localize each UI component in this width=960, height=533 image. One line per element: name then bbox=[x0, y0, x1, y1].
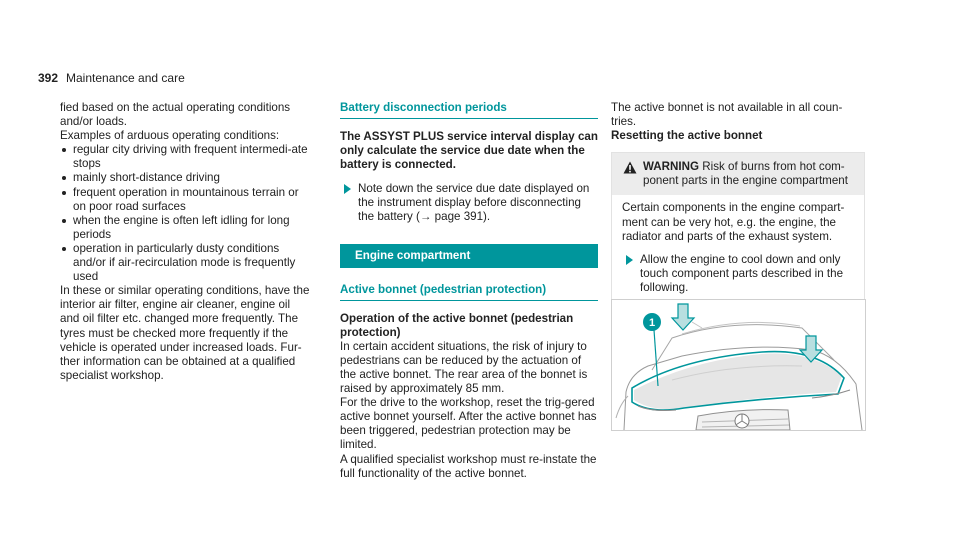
warning-header bbox=[612, 153, 864, 195]
list-item: frequent operation in mountainous terrain or on poor road surfaces bbox=[60, 186, 312, 214]
warning-step bbox=[622, 253, 854, 295]
page-number: 392 bbox=[38, 71, 59, 85]
bonnet-paragraph-3: A qualified specialist workshop must re-instate the full functionality of the active bonnet. bbox=[340, 452, 597, 480]
warning-box bbox=[611, 152, 865, 304]
warning-step-text: Allow the engine to cool down and only touch component parts described in the following. bbox=[640, 252, 844, 294]
conditions-list bbox=[60, 143, 312, 284]
warning-label: WARNING bbox=[643, 160, 700, 174]
battery-heading: Battery disconnection periods bbox=[340, 101, 598, 119]
arrow-down-icon bbox=[672, 304, 694, 330]
column-left bbox=[60, 101, 312, 383]
bonnet-heading: Active bonnet (pedestrian protection) bbox=[340, 283, 598, 301]
column-middle bbox=[340, 101, 598, 481]
intro-text: fied based on the actual operating conditions and/or loads. bbox=[60, 101, 291, 129]
battery-step-text: Note down the service due date displayed on the instrument display before disconnecting the battery (→ page 391). bbox=[358, 182, 590, 224]
list-item: when the engine is often left idling for long periods bbox=[60, 214, 312, 242]
closing-text: In these or similar operating conditions, have the interior air filter, engine air cleaner, engine oil and oil filter etc. changed more frequently. The tyres must be checked more frequently if the vehicle is operated under increased loads. Fur-ther information can be obtained at a qualified specialist workshop. bbox=[60, 284, 310, 382]
battery-step bbox=[340, 182, 598, 224]
warning-text: Risk of burns from hot com-ponent parts in the engine compartment bbox=[643, 160, 848, 188]
list-item: mainly short-distance driving bbox=[60, 171, 312, 185]
list-item: operation in particularly dusty conditions and/or if air-recirculation mode is frequently used bbox=[60, 242, 312, 284]
bonnet-operation-heading: Operation of the active bonnet (pedestrian protection) bbox=[340, 311, 574, 339]
warning-icon bbox=[623, 161, 637, 174]
reset-heading: Resetting the active bonnet bbox=[611, 129, 763, 143]
warning-body bbox=[612, 195, 864, 303]
engine-compartment-bar: Engine compartment bbox=[340, 244, 598, 268]
section-title: Maintenance and care bbox=[66, 71, 185, 85]
car-bonnet-illustration bbox=[612, 300, 865, 430]
column-right bbox=[611, 101, 865, 304]
bonnet-paragraph-1: In certain accident situations, the risk of injury to pedestrians can be reduced by the actuation of the active bonnet. The rear area of the bonnet is raised by approximately 85 mm. bbox=[340, 339, 588, 396]
examples-heading: Examples of arduous operating conditions: bbox=[60, 129, 280, 143]
callout-number: 1 bbox=[648, 317, 656, 329]
battery-note: The ASSYST PLUS service interval display can only calculate the service due date when the battery is connected. bbox=[340, 130, 598, 172]
list-item: regular city driving with frequent intermedi-ate stops bbox=[60, 143, 312, 171]
step-arrow-icon bbox=[344, 184, 351, 194]
active-bonnet-figure bbox=[611, 299, 866, 431]
bonnet-paragraph-2: For the drive to the workshop, reset the trig-gered active bonnet yourself. After the active bonnet has been triggered, pedestrian protection may be limited. bbox=[340, 396, 597, 452]
availability-text: The active bonnet is not available in all coun-tries. bbox=[611, 101, 843, 129]
step-arrow-icon bbox=[626, 255, 633, 265]
warning-body-text: Certain components in the engine compart-ment can be very hot, e.g. the engine, the radiator and parts of the exhaust system. bbox=[622, 201, 845, 243]
